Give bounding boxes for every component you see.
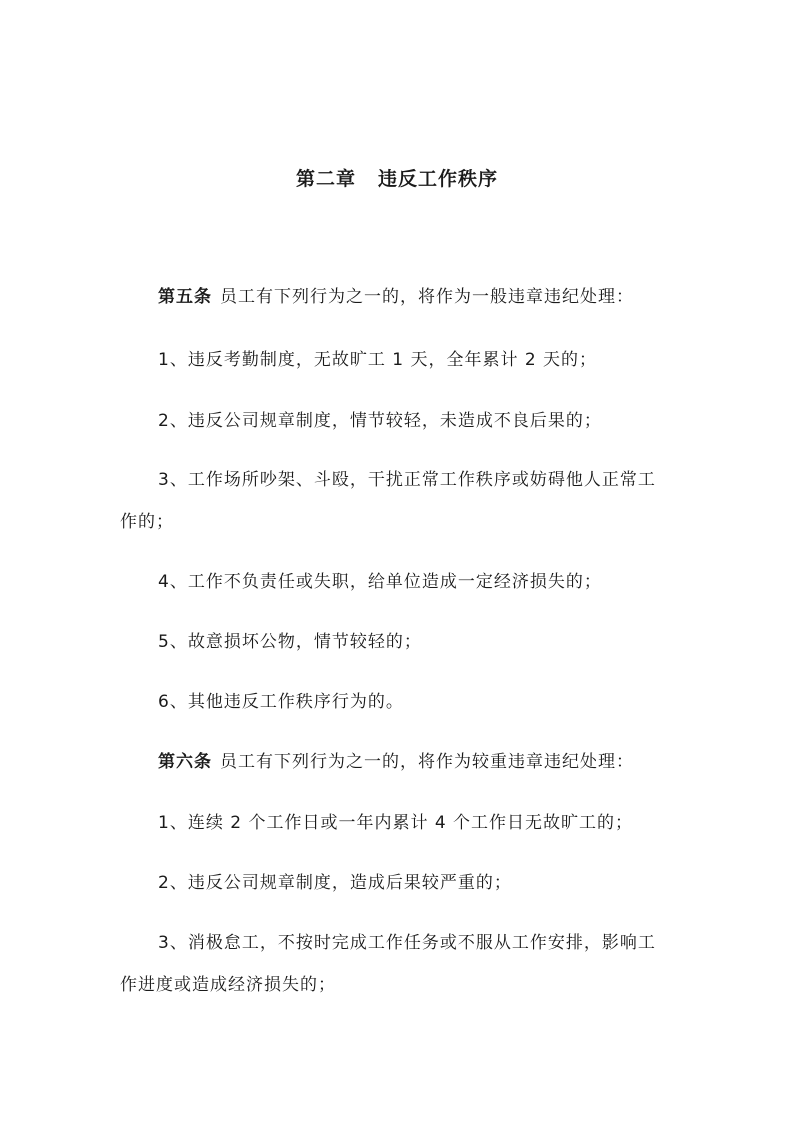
article-5-item-2: 2、违反公司规章制度，情节较轻，未造成不良后果的； — [158, 411, 602, 431]
article-5-item-5: 5、故意损坏公物，情节较轻的； — [158, 632, 422, 652]
article-5-item-4: 4、工作不负责任或失职，给单位造成一定经济损失的； — [158, 572, 602, 592]
article-6-item-2: 2、违反公司规章制度，造成后果较严重的； — [158, 873, 512, 893]
article-5-item-3-continued: 作的； — [120, 512, 174, 532]
article-5-item-3: 3、工作场所吵架、斗殴，干扰正常工作秩序或妨碍他人正常工 — [158, 470, 656, 490]
article-6-item-1: 1、连续 2 个工作日或一年内累计 4 个工作日无故旷工的； — [158, 813, 634, 833]
chapter-heading: 违反工作秩序 — [378, 168, 499, 190]
article-6-intro — [158, 752, 718, 772]
chapter-title — [0, 164, 794, 191]
article-6-item-3: 3、消极怠工，不按时完成工作任务或不服从工作安排，影响工 — [158, 933, 656, 953]
article-6-item-3-continued: 作进度或造成经济损失的； — [120, 975, 336, 995]
article-5-item-6: 6、其他违反工作秩序行为的。 — [158, 692, 404, 712]
article-6-intro-text: 员工有下列行为之一的，将作为较重违章违纪处理： — [220, 752, 634, 772]
article-5-intro — [158, 287, 718, 307]
article-6-label: 第六条 — [158, 752, 212, 772]
article-5-item-1: 1、违反考勤制度，无故旷工 1 天，全年累计 2 天的； — [158, 350, 598, 370]
article-5-label: 第五条 — [158, 287, 212, 307]
article-5-intro-text: 员工有下列行为之一的，将作为一般违章违纪处理： — [220, 287, 634, 307]
chapter-number: 第二章 — [295, 168, 356, 190]
